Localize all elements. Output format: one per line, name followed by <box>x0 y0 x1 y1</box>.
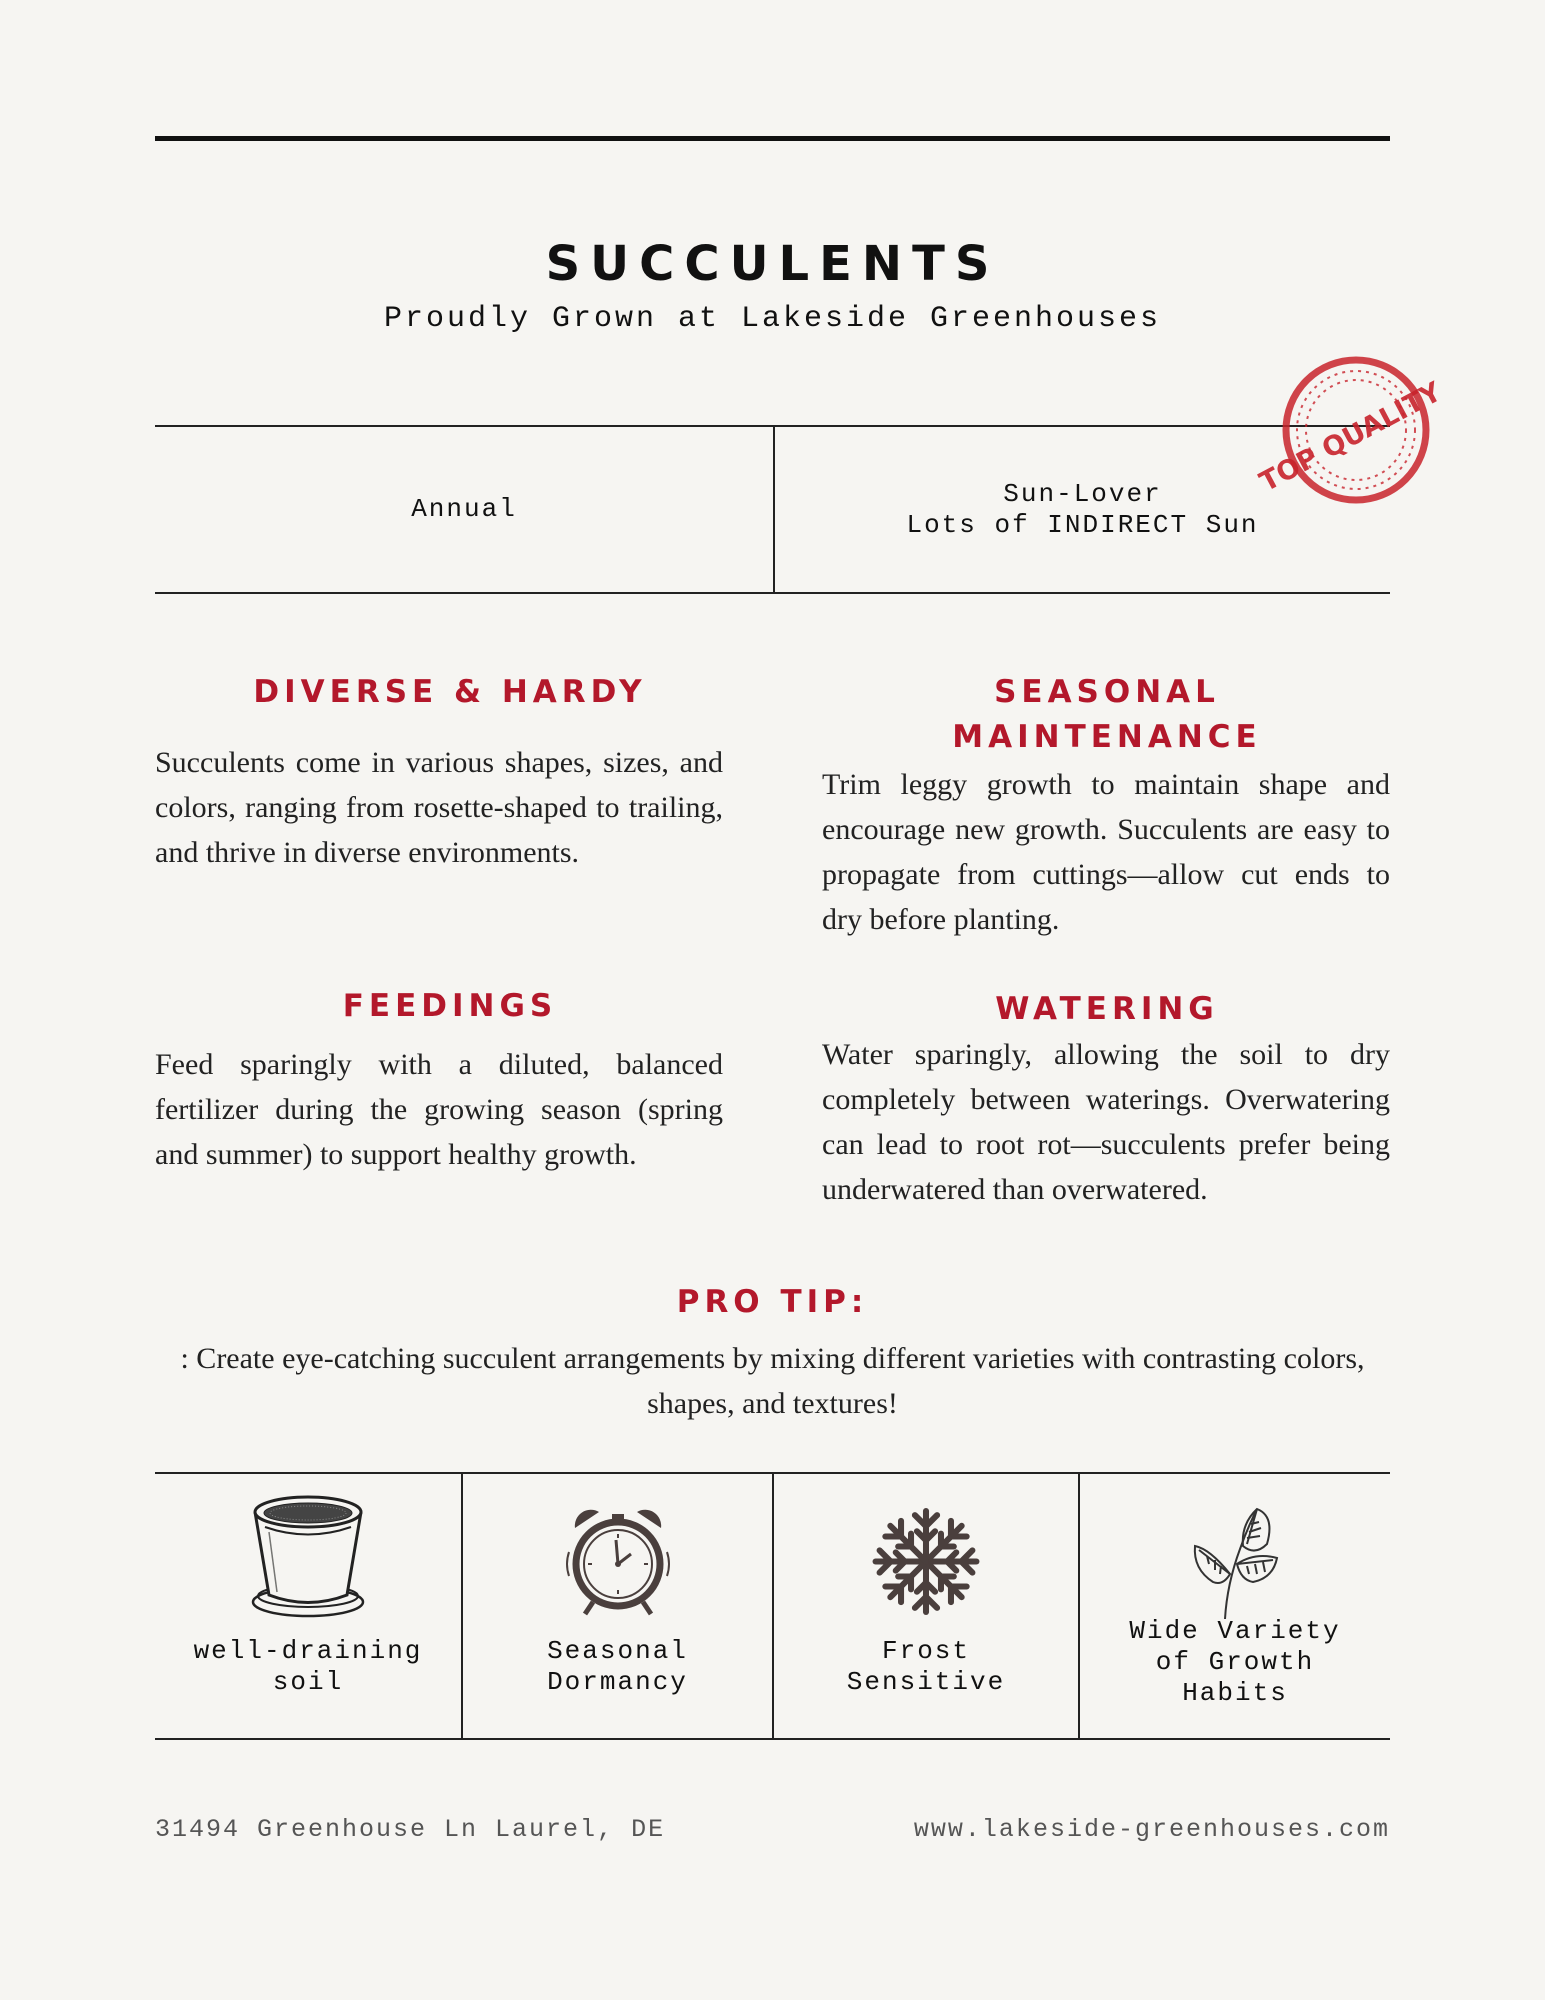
feature-frost-sensitive <box>774 1474 1078 1738</box>
feedings-heading: FEEDINGS <box>342 988 558 1024</box>
feature-label: Seasonal Dormancy <box>547 1636 688 1697</box>
seasonal-heading-line2: MAINTENANCE <box>952 719 1262 755</box>
diverse-heading: DIVERSE & HARDY <box>253 674 647 710</box>
watering-text: Water sparingly, allowing the soil to dry completely between waterings. Overwatering can lead to root rot—succulents prefer being underwatered than overwatered. <box>822 1038 1390 1206</box>
footer-website-link[interactable]: www.lakeside-greenhouses.com <box>913 1815 1390 1844</box>
seasonal-text: Trim leggy growth to maintain shape and encourage new growth. Succulents are easy to propagate from cuttings—allow cut ends to dry before planting. <box>822 768 1390 936</box>
flower-pot-icon <box>243 1492 373 1622</box>
alarm-clock-icon <box>563 1502 673 1622</box>
feature-label: Frost Sensitive <box>846 1636 1006 1697</box>
feature-label: well-draining soil <box>193 1636 423 1697</box>
seasonal-heading <box>822 670 1392 760</box>
features-table <box>155 1472 1390 1740</box>
feature-well-draining-soil <box>155 1474 461 1738</box>
stamp-text: TOP QUALITY <box>1254 376 1447 499</box>
page-title: SUCCULENTS <box>545 236 1000 292</box>
diverse-text: Succulents come in various shapes, sizes, and colors, ranging from rosette-shaped to trailing, and thrive in diverse environments. <box>155 746 723 869</box>
footer-address: 31494 Greenhouse Ln Laurel, DE <box>155 1815 666 1844</box>
life-cycle-cell <box>155 427 773 592</box>
feature-label: Wide Variety of Growth Habits <box>1129 1616 1341 1708</box>
seasonal-heading-line1: SEASONAL <box>994 674 1220 710</box>
pro-tip-text: : Create eye-catching succulent arrangements by mixing different varieties with contrasting colors, shapes, and textures! <box>180 1342 1365 1420</box>
feature-growth-habits <box>1080 1474 1390 1738</box>
top-rule <box>155 136 1390 141</box>
feedings-text: Feed sparingly with a diluted, balanced fertilizer during the growing season (spring and summer) to support healthy growth. <box>155 1048 723 1171</box>
top-quality-stamp <box>1238 350 1448 510</box>
pro-tip-heading: PRO TIP: <box>676 1284 869 1320</box>
feature-seasonal-dormancy <box>463 1474 772 1738</box>
info-table <box>155 425 1390 594</box>
snowflake-icon <box>869 1504 984 1619</box>
leaves-icon <box>1185 1494 1285 1624</box>
page-subtitle: Proudly Grown at Lakeside Greenhouses <box>383 302 1162 336</box>
life-cycle-value: Annual <box>411 494 517 524</box>
watering-heading: WATERING <box>995 991 1219 1027</box>
sun-amount: Lots of INDIRECT Sun <box>906 509 1259 540</box>
sun-type: Sun-Lover <box>1003 478 1162 509</box>
